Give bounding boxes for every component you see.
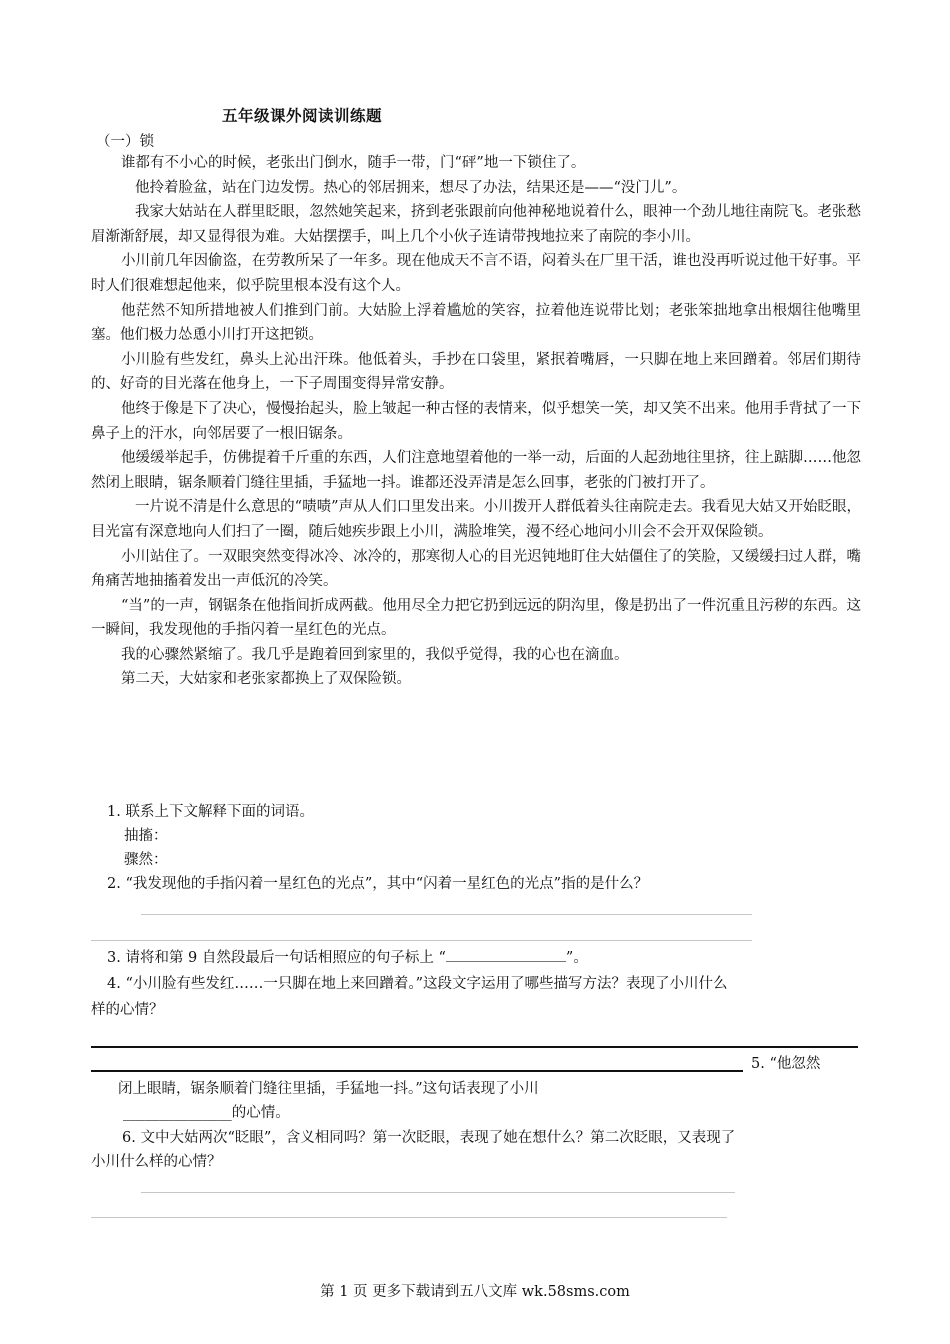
paragraph: 他终于像是下了决心，慢慢抬起头，脸上皱起一种古怪的表情来，似乎想笑一笑，却又笑不出来。他用手背拭了一下鼻子上的汗水，向邻居要了一根旧锯条。 (91, 400, 861, 442)
question-6: 6. 文中大姑两次“眨眼”，含义相同吗？第一次眨眼，表现了她在想什么？第二次眨眼，又表现了 (122, 1130, 736, 1146)
answer-line-thick (91, 1046, 858, 1048)
question-1-term-a: 抽搐： (124, 828, 168, 844)
answer-line-thick (91, 1070, 743, 1072)
paragraph: 谁都有不小心的时候，老张出门倒水，随手一带，门“砰”地一下锁住了。 (121, 155, 586, 171)
question-1-term-b: 骤然： (124, 852, 168, 868)
answer-line (141, 1192, 735, 1193)
paragraph: 我的心骤然紧缩了。我几乎是跑着回到家里的，我似乎觉得，我的心也在滴血。 (121, 646, 629, 663)
paragraph: 小川脸有些发红，鼻头上沁出汗珠。他低着头，手抄在口袋里，紧抿着嘴唇，一只脚在地上来回蹭着。邻居们期待的、好奇的目光落在他身上，一下子周围变得异常安静。 (91, 351, 861, 393)
question-5-blank-line (123, 1101, 290, 1125)
question-3-text: 3. 请将和第 9 自然段最后一句话相照应的句子标上 “ (107, 950, 446, 966)
question-3-close: ”。 (565, 950, 588, 966)
fill-blank: _______________ (123, 1105, 232, 1121)
paragraph: 小川站住了。一双眼突然变得冰冷、冰冷的，那寒彻人心的目光迟钝地盯住大姑僵住了的笑脸，又缓缓扫过人群，嘴角痛苦地抽搐着发出一声低沉的冷笑。 (91, 548, 861, 590)
question-5-end: 的心情。 (231, 1105, 290, 1121)
answer-line (91, 940, 752, 941)
question-4: 4. “小川脸有些发红……一只脚在地上来回蹭着。”这段文字运用了哪些描写方法？表现了小川什么 (107, 976, 728, 992)
paragraph: “当”的一声，钢锯条在他指间折成两截。他用尽全力把它扔到远远的阴沟里，像是扔出了一件沉重且污秽的东西。这一瞬间，我发现他的手指闪着一星红色的光点。 (91, 597, 861, 639)
paragraph: 小川前几年因偷盗，在劳教所呆了一年多。现在他成天不言不语，闷着头在厂里干活，谁也没再听说过他干好事。平时人们很难想起他来，似乎院里根本没有这个人。 (91, 253, 861, 294)
question-4-continued: 样的心情？ (91, 1002, 164, 1018)
answer-line (141, 914, 752, 915)
question-6-continued: 小川什么样的心情？ (91, 1154, 222, 1170)
page-footer: 第 1 页 更多下载请到五八文库 wk.58sms.com (320, 1284, 630, 1300)
section-heading: （一）锁 (96, 134, 154, 150)
page-title: 五年级课外阅读训练题 (222, 106, 383, 125)
paragraph: 他缓缓举起手，仿佛提着千斤重的东西，人们注意地望着他的一举一动，后面的人起劲地往里挤，往上踮脚……他忽然闭上眼睛，锯条顺着门缝往里插，手猛地一抖。谁都还没弄清是怎么回事，老张的门被打开了。 (91, 450, 861, 491)
reading-passage (91, 151, 861, 692)
question-2: 2. “我发现他的手指闪着一星红色的光点”，其中“闪着一星红色的光点”指的是什么？ (107, 876, 649, 892)
question-1: 1. 联系上下文解释下面的词语。 (107, 804, 314, 820)
paragraph: 他拎着脸盆，站在门边发愣。热心的邻居拥来，想尽了办法，结果还是——“没门儿”。 (135, 179, 687, 196)
question-5-continued: 闭上眼睛，锯条顺着门缝往里插，手猛地一抖。”这句话表现了小川 (118, 1081, 539, 1097)
paragraph: 我家大姑站在人群里眨眼，忽然她笑起来，挤到老张跟前向他神秘地说着什么，眼神一个劲儿地往南院飞。老张愁眉渐渐舒展，却又显得很为难。大姑摆摆手，叫上几个小伙子连请带拽地拉来了南院的李小川。 (91, 204, 861, 245)
question-3 (107, 946, 588, 970)
answer-line (91, 1217, 727, 1218)
paragraph: 他茫然不知所措地被人们推到门前。大姑脸上浮着尴尬的笑容，拉着他连说带比划；老张笨拙地拿出根烟往他嘴里塞。他们极力怂恿小川打开这把锁。 (91, 302, 861, 344)
paragraph: 第二天，大姑家和老张家都换上了双保险锁。 (121, 671, 411, 688)
paragraph: 一片说不清是什么意思的“啧啧”声从人们口里发出来。小川拨开人群低着头往南院走去。我看见大姑又开始眨眼，目光富有深意地向人们扫了一圈，随后她疾步跟上小川，满脸堆笑，漫不经心地问小川会不会开双保险锁。 (91, 499, 861, 540)
mark-blank (446, 946, 566, 962)
question-5: 5. “他忽然 (751, 1056, 821, 1072)
